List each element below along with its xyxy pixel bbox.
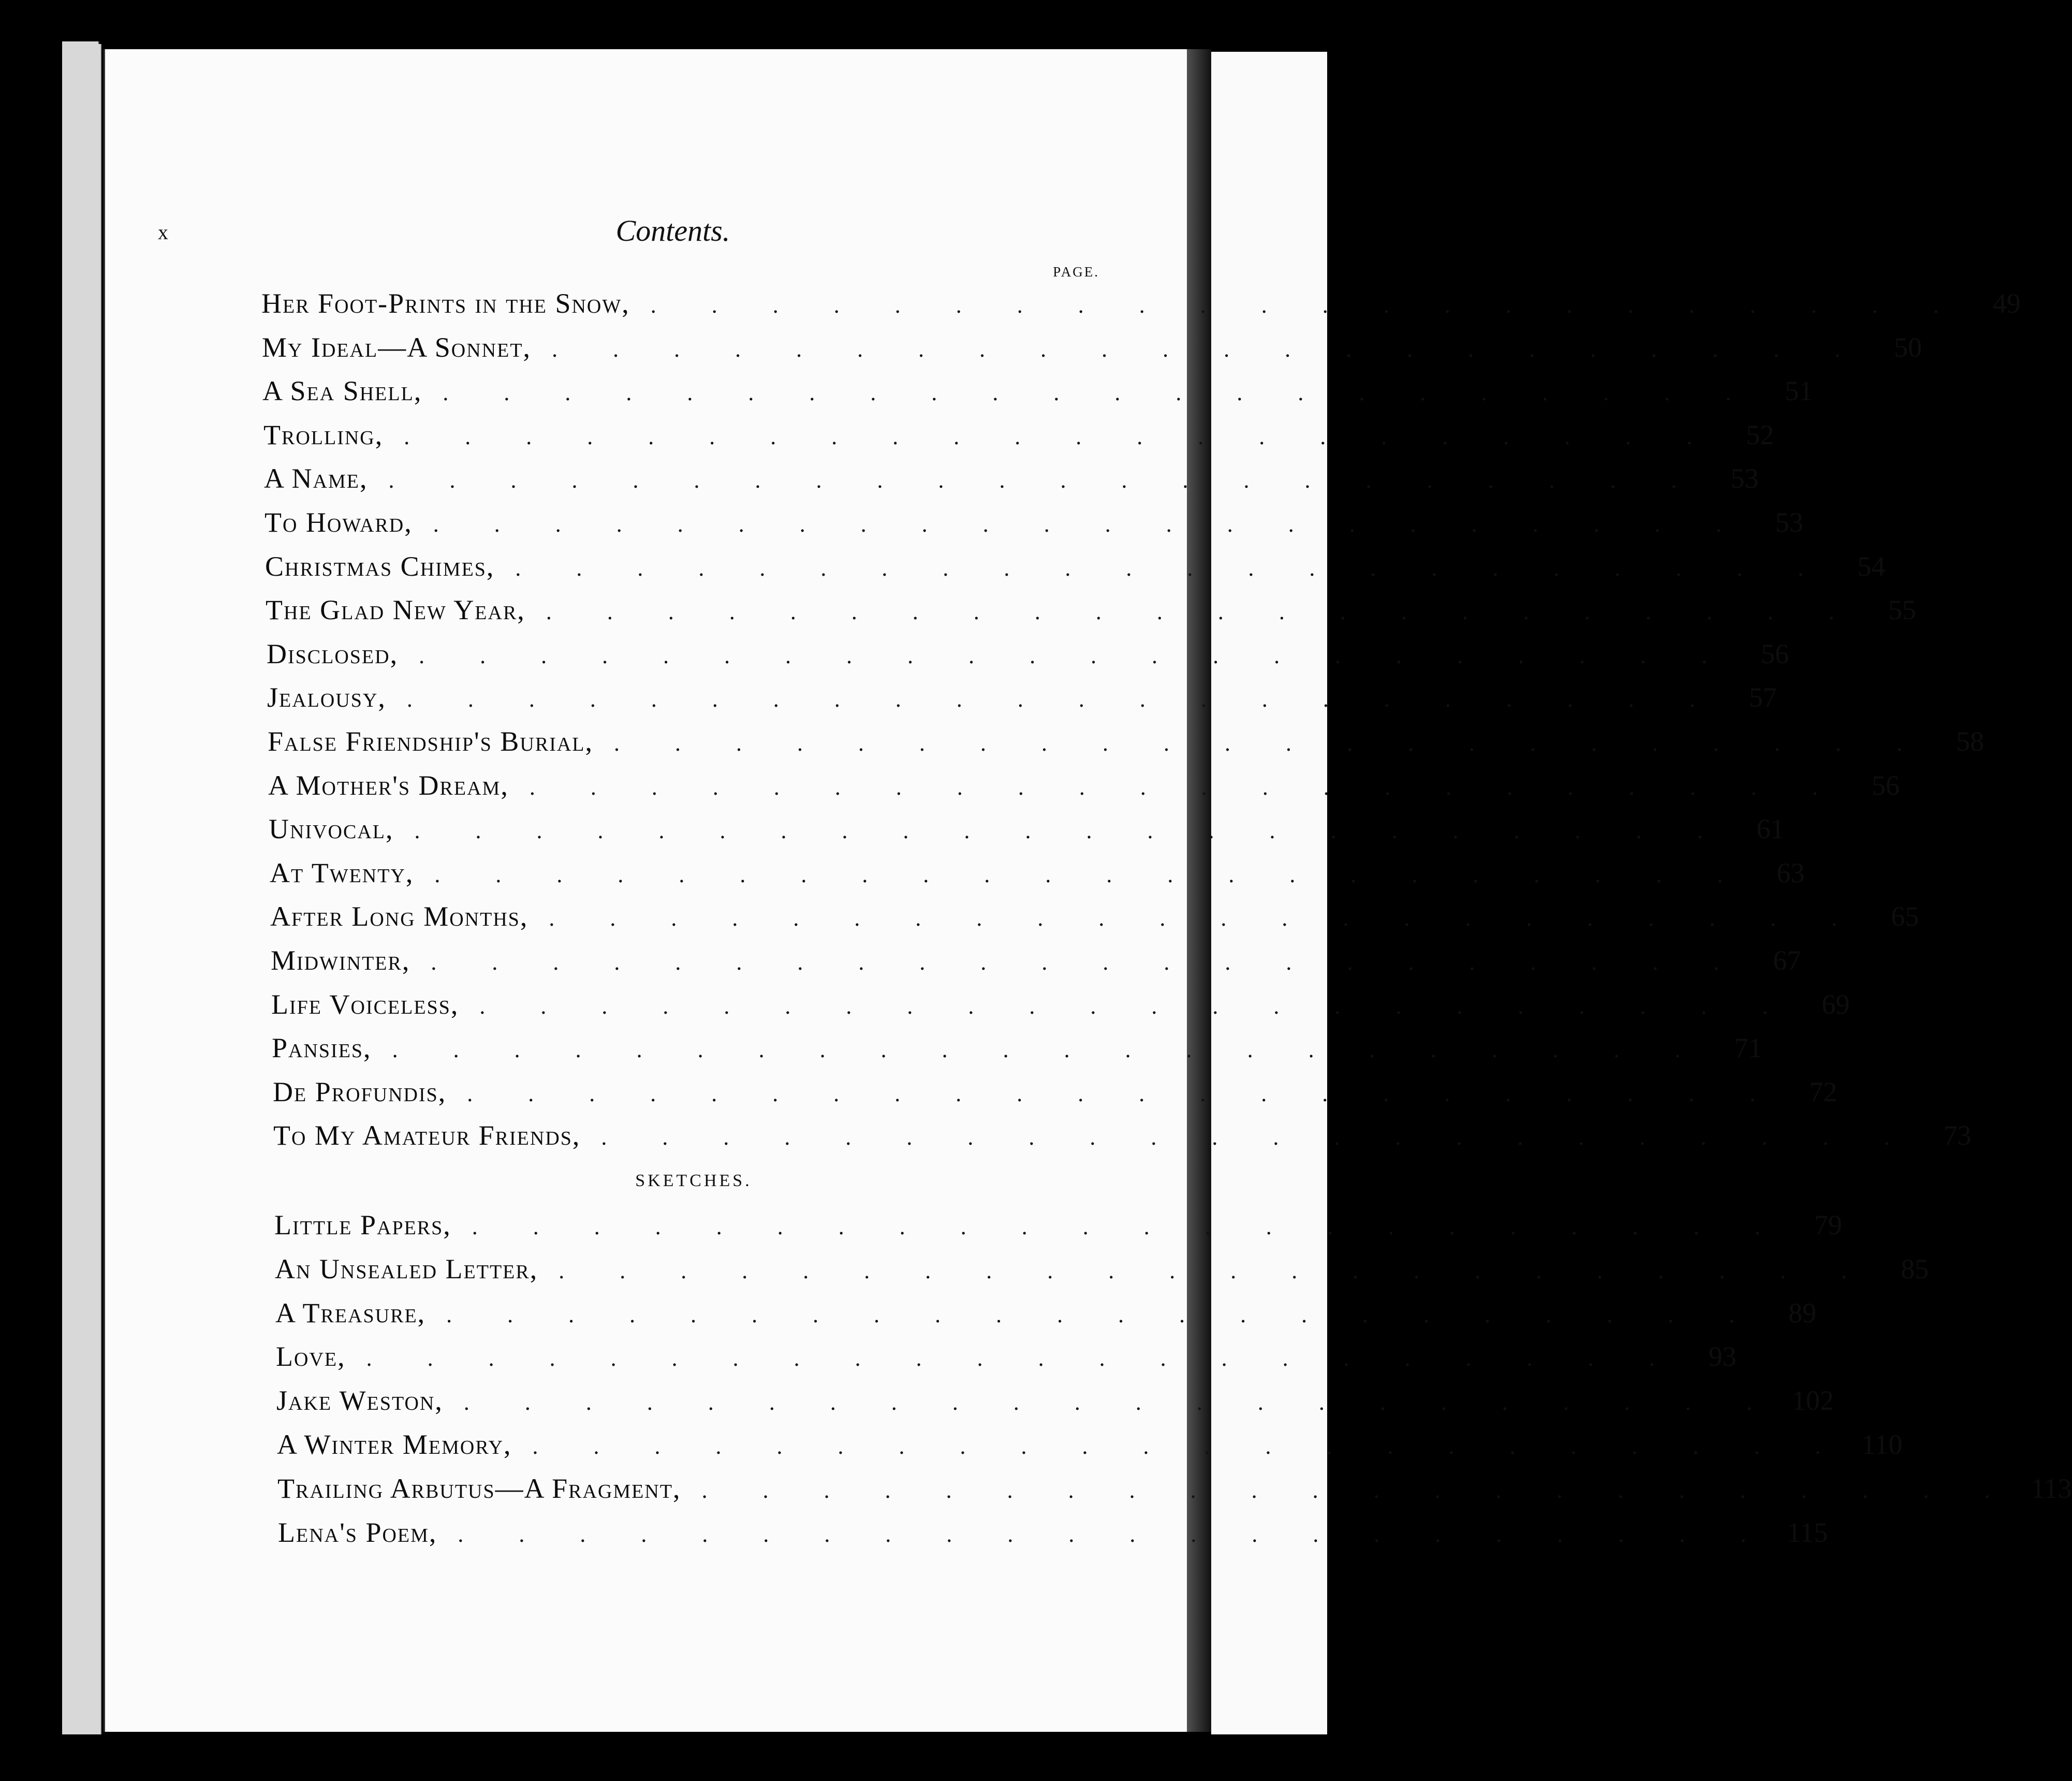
entry-page-number: 113 — [2031, 1472, 2072, 1504]
entry-page-number: 55 — [1888, 594, 1916, 626]
toc-entry — [276, 1340, 1737, 1382]
entry-title: Lena's Poem, — [278, 1516, 437, 1548]
dot-leader: . . . . . . . . . . . . . . . . . . . . . . — [479, 993, 1793, 1019]
entry-title: Little Papers, — [274, 1209, 451, 1240]
toc-entry — [277, 1472, 2072, 1514]
dot-leader: . . . . . . . . . . . . . . . . . . . . . . — [467, 1081, 1781, 1106]
entry-title: Univocal, — [269, 813, 394, 845]
entry-page-number: 63 — [1776, 857, 1805, 888]
entry-title: Disclosed, — [267, 638, 399, 669]
entry-title: Pansies, — [272, 1032, 372, 1064]
entry-title: A Treasure, — [275, 1297, 426, 1329]
dot-leader: . . . . . . . . . . . . . . . . . . . . . . — [366, 1346, 1680, 1371]
entry-title: False Friendship's Burial, — [268, 726, 594, 757]
entry-page-number: 72 — [1809, 1076, 1838, 1107]
toc-entry — [267, 681, 1777, 723]
dot-leader: . . . . . . . . . . . . . . . . . . . . . . — [433, 512, 1746, 537]
entry-title: Midwinter, — [271, 945, 410, 976]
toc-entry — [270, 857, 1805, 898]
entry-title: Trailing Arbutus—A Fragment, — [277, 1472, 681, 1504]
entry-page-number: 51 — [1785, 375, 1813, 407]
entry-title: An Unsealed Letter, — [275, 1253, 538, 1284]
dot-leader: . . . . . . . . . . . . . . . . . . . . . . — [552, 336, 1865, 362]
entry-page-number: 65 — [1891, 901, 1919, 932]
toc-entry — [262, 375, 1813, 416]
entry-title: Christmas Chimes, — [265, 550, 495, 582]
entry-title: After Long Months, — [270, 901, 528, 932]
entry-title: To Howard, — [264, 507, 413, 538]
entry-title: To My Amateur Friends, — [273, 1120, 581, 1151]
entry-page-number: 85 — [1901, 1253, 1929, 1284]
toc-entry — [264, 506, 1803, 548]
dot-leader: . . . . . . . . . . . . . . . . . . . . . . — [529, 774, 1843, 800]
entry-page-number: 50 — [1894, 331, 1922, 363]
entry-page-number: 89 — [1788, 1297, 1817, 1329]
dot-leader: . . . . . . . . . . . . . . . . . . . . . . — [532, 1434, 1846, 1459]
toc-entry — [271, 944, 1801, 986]
toc-entry — [270, 900, 1919, 942]
sketches-heading: SKETCHES. — [635, 1171, 752, 1190]
entry-title: A Winter Memory, — [277, 1429, 512, 1460]
entry-page-number: 56 — [1761, 638, 1789, 669]
toc-entry — [264, 462, 1759, 504]
entry-page-number: 61 — [1756, 813, 1785, 845]
toc-entry — [278, 1516, 1828, 1558]
entry-title: Jealousy, — [267, 682, 386, 713]
toc-entry — [268, 769, 1900, 811]
dot-leader: . . . . . . . . . . . . . . . . . . . . . . — [601, 1125, 1915, 1150]
entry-title: A Mother's Dream, — [268, 769, 509, 801]
toc-entry — [269, 813, 1785, 854]
entry-page-number: 79 — [1814, 1209, 1842, 1240]
toc-entry — [272, 1032, 1762, 1073]
entry-page-number: 69 — [1821, 988, 1850, 1020]
entry-page-number: 73 — [1943, 1120, 1972, 1151]
entry-title: A Sea Shell, — [262, 375, 422, 407]
entry-title: Trolling, — [263, 419, 384, 450]
entry-title: A Name, — [264, 463, 368, 494]
dot-leader: . . . . . . . . . . . . . . . . . . . . . . — [515, 555, 1829, 581]
dot-leader: . . . . . . . . . . . . . . . . . . . . . . — [463, 1390, 1777, 1415]
toc-entry — [275, 1297, 1817, 1338]
entry-title: Love, — [276, 1341, 346, 1373]
dot-leader: . . . . . . . . . . . . . . . . . . . . . . — [614, 731, 1928, 756]
toc-entry — [277, 1428, 1903, 1470]
toc-entry — [262, 331, 1922, 373]
toc-entry — [271, 988, 1850, 1030]
dot-leader: . . . . . . . . . . . . . . . . . . . . . . — [549, 906, 1862, 931]
dot-leader: . . . . . . . . . . . . . . . . . . . . . . — [458, 1521, 1771, 1547]
entry-title: Her Foot-Prints in the Snow, — [261, 288, 630, 319]
toc-entry — [275, 1253, 1929, 1294]
entry-title: Jake Weston, — [276, 1385, 443, 1417]
page-number: x — [158, 221, 168, 244]
entry-title: De Profundis, — [273, 1076, 447, 1107]
dot-leader: . . . . . . . . . . . . . . . . . . . . . . — [701, 1477, 2015, 1503]
dot-leader: . . . . . . . . . . . . . . . . . . . . . . — [392, 1037, 1706, 1063]
entry-page-number: 57 — [1748, 682, 1777, 713]
dot-leader: . . . . . . . . . . . . . . . . . . . . . . — [434, 862, 1748, 887]
toc-entry — [261, 287, 2021, 329]
dot-leader: . . . . . . . . . . . . . . . . . . . . . . — [443, 380, 1756, 406]
toc-entry — [265, 550, 1886, 592]
dot-leader: . . . . . . . . . . . . . . . . . . . . . . — [546, 599, 1859, 625]
entry-title: At Twenty, — [270, 857, 414, 888]
toc-entry — [266, 594, 1916, 635]
page-stack-edge — [78, 44, 102, 1734]
entry-page-number: 53 — [1730, 463, 1759, 494]
entry-page-number: 93 — [1708, 1341, 1737, 1373]
entry-title: My Ideal—A Sonnet, — [262, 331, 532, 363]
dot-leader: . . . . . . . . . . . . . . . . . . . . . . — [650, 293, 1964, 318]
toc-entry — [276, 1384, 1834, 1426]
entry-page-number: 56 — [1871, 769, 1900, 801]
dot-leader: . . . . . . . . . . . . . . . . . . . . . . — [472, 1214, 1785, 1239]
entry-title: Life Voiceless, — [271, 988, 459, 1020]
entry-page-number: 58 — [1956, 726, 1985, 757]
entry-page-number: 54 — [1857, 550, 1886, 582]
dot-leader: . . . . . . . . . . . . . . . . . . . . . . — [419, 643, 1732, 668]
entry-title: The Glad New Year, — [266, 594, 525, 626]
entry-page-number: 52 — [1746, 419, 1774, 450]
entry-page-number: 71 — [1734, 1032, 1762, 1064]
entry-page-number: 49 — [1992, 288, 2021, 319]
dot-leader: . . . . . . . . . . . . . . . . . . . . . . — [388, 468, 1702, 493]
entry-page-number: 110 — [1861, 1429, 1903, 1460]
dot-leader: . . . . . . . . . . . . . . . . . . . . . . — [446, 1302, 1760, 1327]
dot-leader: . . . . . . . . . . . . . . . . . . . . . . — [431, 950, 1744, 975]
dot-leader: . . . . . . . . . . . . . . . . . . . . . . — [559, 1258, 1872, 1283]
entry-page-number: 102 — [1791, 1385, 1834, 1417]
toc-entry — [263, 419, 1774, 460]
dot-leader: . . . . . . . . . . . . . . . . . . . . . . — [404, 424, 1717, 449]
dot-leader: . . . . . . . . . . . . . . . . . . . . . . — [406, 687, 1720, 712]
entry-page-number: 115 — [1787, 1516, 1828, 1548]
toc-entry — [273, 1119, 1972, 1161]
running-head: Contents. — [615, 214, 730, 247]
toc-entry — [267, 638, 1789, 679]
entry-page-number: 53 — [1775, 507, 1803, 538]
entry-page-number: 67 — [1773, 945, 1801, 976]
page-column-label: PAGE. — [1053, 264, 1099, 280]
toc-entry — [268, 725, 1985, 767]
dot-leader: . . . . . . . . . . . . . . . . . . . . . . — [414, 818, 1728, 844]
toc-entry — [273, 1076, 1838, 1117]
toc-entry — [274, 1209, 1842, 1250]
